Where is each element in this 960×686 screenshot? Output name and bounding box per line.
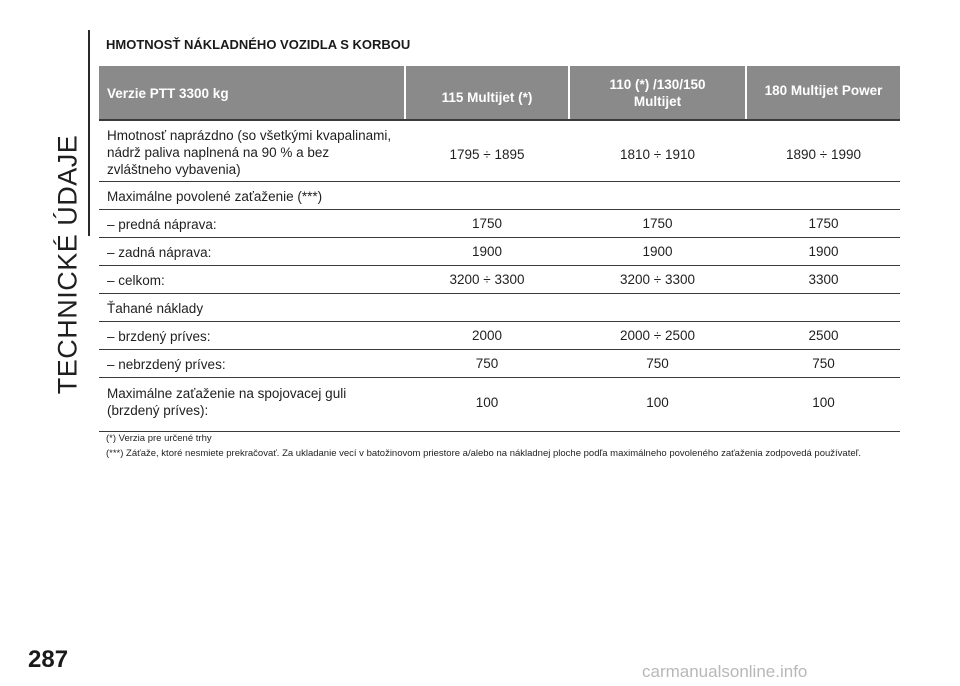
header-115-multijet: 115 Multijet (*) <box>406 66 568 119</box>
header-version: Verzie PTT 3300 kg <box>99 66 404 119</box>
cell-value: 1750 <box>471 216 503 231</box>
row-label: Maximálne povolené zaťaženie (***) <box>107 189 323 204</box>
page-number: 287 <box>28 646 69 673</box>
table-row <box>99 294 900 322</box>
header-110-130-150-text: 110 (*) /130/150 Multijet <box>609 76 706 109</box>
table-row <box>99 182 900 210</box>
cell-value: 1750 <box>808 216 839 231</box>
cell-value: 3200 ÷ 3300 <box>449 272 525 287</box>
table-row <box>99 266 900 294</box>
cell-value: 1750 <box>642 216 673 231</box>
cell-value: 3200 ÷ 3300 <box>620 272 695 287</box>
cell-value: 1810 ÷ 1910 <box>620 147 695 162</box>
table-row <box>99 350 900 378</box>
table-row <box>99 378 900 432</box>
row-label: Maximálne zaťaženie na spojovacej guli (brzdený príves): <box>107 386 347 418</box>
row-label: – celkom: <box>107 273 165 288</box>
cell-value: 750 <box>646 356 669 371</box>
row-label: – predná náprava: <box>107 217 217 232</box>
chapter-divider <box>88 30 90 236</box>
table-header <box>99 66 900 119</box>
cell-value: 100 <box>646 395 669 410</box>
row-label: – nebrzdený príves: <box>107 357 226 372</box>
cell-value: 1900 <box>471 244 503 259</box>
footnote-markets: (*) Verzia pre určené trhy <box>106 433 212 444</box>
cell-value: 2000 <box>471 328 503 343</box>
chapter-title-text: TECHNICKÉ ÚDAJE <box>52 134 83 394</box>
row-label: Ťahané náklady <box>107 301 204 316</box>
cell-value: 1900 <box>642 244 673 259</box>
cell-value: 100 <box>812 395 835 410</box>
table-row <box>99 119 900 182</box>
section-title: HMOTNOSŤ NÁKLADNÉHO VOZIDLA S KORBOU <box>106 37 411 52</box>
weights-table <box>99 119 900 432</box>
watermark: carmanualsonline.info <box>642 662 808 681</box>
cell-value: 750 <box>812 356 835 371</box>
cell-value: 3300 <box>808 272 839 287</box>
table-row <box>99 238 900 266</box>
header-110-130-150-multijet <box>570 66 745 119</box>
cell-value: 100 <box>475 395 499 410</box>
row-label: – zadná náprava: <box>107 245 212 260</box>
table-row <box>99 322 900 350</box>
cell-value: 1795 ÷ 1895 <box>449 147 525 162</box>
footnote-loads: (***) Záťaže, ktoré nesmiete prekračovať. Za ukladanie vecí v batožinovom priestore a/alebo na nákladnej ploche podľa maximálneho povoleného zaťaženia zodpovedá používateľ. <box>106 448 862 459</box>
chapter-title <box>48 134 88 394</box>
footnotes <box>106 433 896 460</box>
cell-value: 1900 <box>808 244 839 259</box>
cell-value: 2000 ÷ 2500 <box>620 328 695 343</box>
table-row <box>99 210 900 238</box>
row-label: Hmotnosť naprázdno (so všetkými kvapalinami, nádrž paliva naplnená na 90 % a bez zvláštneho vybavenia) <box>107 128 392 177</box>
cell-value: 1890 ÷ 1990 <box>786 147 861 162</box>
header-180-multijet-power: 180 Multijet Power <box>747 66 900 119</box>
cell-value: 2500 <box>808 328 839 343</box>
cell-value: 750 <box>475 356 499 371</box>
row-label: – brzdený príves: <box>107 329 211 344</box>
